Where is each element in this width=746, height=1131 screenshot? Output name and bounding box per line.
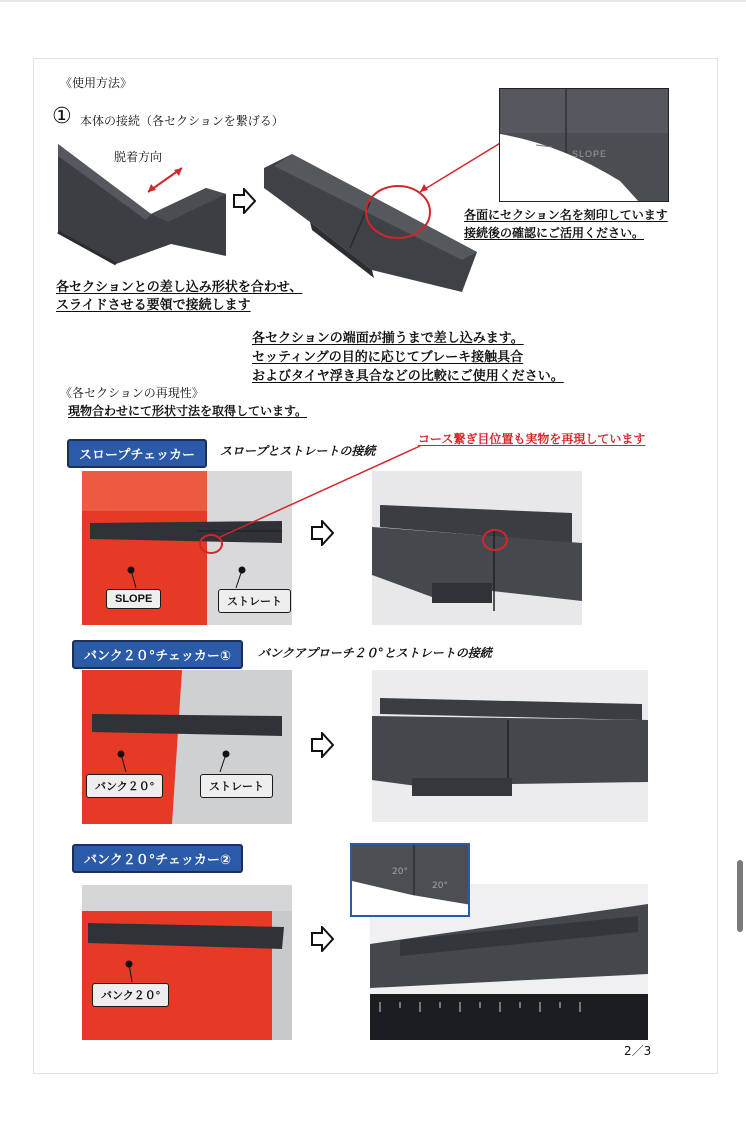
arrow-icon-1	[310, 520, 334, 546]
engraving-closeup-photo	[499, 88, 669, 202]
repro-heading: 《各セクションの再現性》	[60, 386, 204, 400]
slide-note-line1: 各セクションとの差し込み形状を合わせ、	[56, 280, 303, 295]
bank-connected-photo-1	[372, 670, 648, 822]
arrow-icon-3	[310, 926, 334, 952]
step-title: 本体の接続（各セクションを繋げる）	[80, 114, 284, 128]
slope-checker-desc: スロープとストレートの接続	[220, 444, 376, 458]
bank-engraving-inset-photo	[350, 843, 470, 917]
top-divider	[0, 0, 746, 2]
detach-direction-arrow-icon	[144, 164, 186, 196]
straight-section-label: ストレート	[218, 589, 291, 613]
step-number: ①	[52, 104, 72, 129]
inset-mark-right: 20°	[432, 881, 448, 891]
label-leader-lines	[126, 566, 246, 592]
engrave-note-line2: 接続後の確認にご活用ください。	[464, 226, 645, 240]
bank-checker-1-photo	[82, 670, 292, 824]
insert-note-line2: セッティングの目的に応じてブレーキ接触具合	[252, 350, 524, 365]
slope-checker-badge: スロープチェッカー	[67, 439, 207, 468]
slope-engraving-text: SLOPE	[572, 149, 608, 159]
detach-direction-label: 脱着方向	[114, 150, 163, 164]
bank20-section-label-2: バンク２０°	[92, 983, 169, 1007]
label-leader-lines-2	[116, 750, 236, 776]
vertical-scrollbar[interactable]	[737, 860, 743, 932]
slope-connected-photo	[372, 471, 582, 625]
slope-section-label: SLOPE	[106, 589, 161, 609]
bank-checker-2-photo	[82, 885, 292, 1040]
label-leader-line-3	[124, 960, 140, 986]
seam-circle-2	[480, 527, 510, 553]
page-number: 2／3	[624, 1044, 652, 1058]
insert-note-line3: およびタイヤ浮き具合などの比較にご使用ください。	[252, 369, 564, 384]
insert-note-line1: 各セクションの端面が揃うまで差し込みます。	[252, 331, 524, 346]
repro-subheading: 現物合わせにて形状寸法を取得しています。	[68, 404, 308, 418]
engrave-note-line1: 各面にセクション名を刻印しています	[464, 208, 668, 222]
inset-mark-left: 20°	[392, 867, 408, 877]
bank-checker-2-badge: バンク２０°チェッカー②	[72, 844, 243, 873]
bank20-section-label-1: バンク２０°	[86, 774, 163, 798]
bank-checker-1-desc: バンクアプローチ２０°とストレートの接続	[258, 646, 492, 660]
seam-note: コース繋ぎ目位置も実物を再現しています	[418, 432, 646, 446]
usage-heading: 《使用方法》	[60, 76, 133, 90]
bank-checker-1-badge: バンク２０°チェッカー①	[72, 640, 243, 669]
straight-section-label-2: ストレート	[200, 774, 273, 798]
next-step-arrow-icon	[232, 188, 256, 214]
slide-note-line2: スライドさせる要領で接続します	[56, 298, 251, 313]
arrow-icon-2	[310, 732, 334, 758]
